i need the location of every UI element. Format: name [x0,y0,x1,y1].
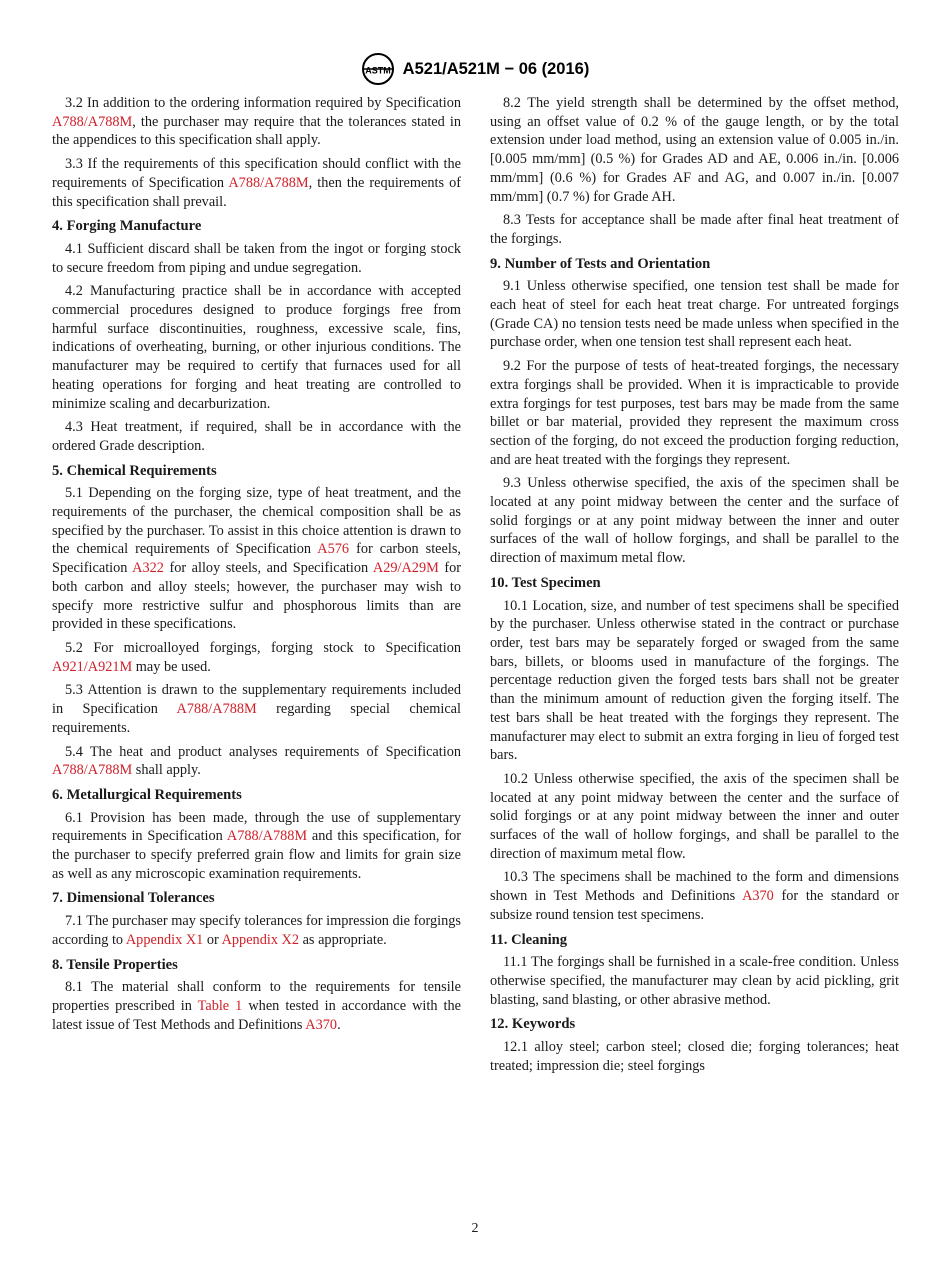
paragraph [52,94,461,150]
paragraph-text: 9.2 For the purpose of tests of heat-treated forgings, the necessary extra forgings shall be provided. When it is impracticable to provide extra forgings for test purposes, test bars may be made from the same billet or bar material, provided they represent the maximum cross section of the forging, do not exceed the production forging reduction, and are heat treated with the forgings they represent. [490,358,899,468]
paragraph-text: and this specification, for the purchaser to specify preferred grain flow and limits for grain size as well as any microscopic examination requirements. [52,828,461,882]
page-header [0,52,950,88]
paragraph-text: 8.2 The yield strength shall be determined by the offset method, using an offset value of 0.2 % of the gauge length, or by the total extension under load method, using an extension value of 0.005 in./in. [0.005 mm/mm] (0.5 %) for Grades AD and AE, 0.006 in./in. [0.006 mm/mm] (0.6 %) for Grades AF and AG, and 0.007 in./in. [0.007 mm/mm] (0.7 %) for Grade AH. [490,95,899,205]
reference-link[interactable]: A322 [132,560,164,577]
section-heading: 7. Dimensional Tolerances [52,890,215,907]
paragraph [490,277,899,352]
paragraph [52,639,461,676]
paragraph [52,681,461,737]
paragraph-text: 5.3 Attention is drawn to the supplementary requirements included in Specification [52,682,461,718]
section-heading: 11. Cleaning [490,931,568,948]
section-heading: 12. Keywords [490,1016,576,1033]
reference-link[interactable]: A370 [742,888,774,905]
paragraph [52,155,461,211]
paragraph [52,484,461,634]
paragraph-text: 3.3 If the requirements of this specification should conflict with the requirements of Specification [52,156,461,191]
paragraph-text: as appropriate. [299,931,387,948]
section-heading: 4. Forging Manufacture [52,218,202,235]
paragraph [490,770,899,864]
paragraph-text: 11.1 The forgings shall be furnished in a scale-free condition. Unless otherwise specified, the manufacturer may clean by acid pickling, grit blasting, sand blasting, or other abrasive method. [490,954,899,1008]
paragraph-text: 4.3 Heat treatment, if required, shall be in accordance with the ordered Grade description. [52,419,461,454]
paragraph-text: for the standard or subsize round tension test specimens. [490,888,900,923]
reference-link[interactable]: Appendix X1 [125,931,204,948]
right-column [490,94,899,1080]
paragraph [52,912,461,949]
paragraph [52,240,461,277]
paragraph-text: for both carbon and alloy steels; however, the purchaser may wish to specify more restrictive sulfur and phosphorous limits than are provided in these specifications. [52,560,461,633]
paragraph-text: for alloy steels, and Specification [163,560,373,577]
paragraph [52,809,461,884]
paragraph-text: 8.3 Tests for acceptance shall be made after final heat treatment of the forgings. [490,212,899,247]
reference-link[interactable]: A576 [317,541,350,558]
paragraph [52,282,461,413]
paragraph-text: , the purchaser may require that the tolerances stated in the appendices to this specification shall apply. [52,113,461,149]
paragraph-text: for carbon steels, Specification [52,541,461,577]
paragraph-text: 8.1 The material shall conform to the requirements for tensile properties prescribed in [52,979,461,1014]
paragraph [490,357,899,469]
page-number: 2 [471,1221,479,1236]
paragraph-text: 4.1 Sufficient discard shall be taken from the ingot or forging stock to secure freedom from piping and undue segregation. [52,240,461,276]
paragraph-text: 7.1 The purchaser may specify tolerances for impression die forgings according to [52,913,461,948]
section-heading: 6. Metallurgical Requirements [52,786,242,803]
reference-link[interactable]: A788/A788M [176,701,257,718]
paragraph-text: 9.1 Unless otherwise specified, one tension test shall be made for each heat of steel for each heat treat charge. For untreated forgings (Grade CA) no tension tests need be made unless when specified in the purchase order, when one tension test shall represent each heat. [490,278,899,351]
paragraph-text: 5.4 The heat and product analyses requirements of Specification [65,743,461,760]
reference-link[interactable]: A788/A788M [226,828,308,845]
header-inner [361,52,590,86]
paragraph-text: 12.1 alloy steel; carbon steel; closed die; forging tolerances; heat treated; impression die; steel forgings [490,1039,899,1074]
paragraph [490,1038,899,1075]
left-column [52,94,461,1039]
astm-logo-text: ASTM [364,65,391,76]
reference-link[interactable]: A29/A29M [372,560,439,577]
paragraph [490,474,899,568]
document-id: A521/A521M − 06 (2016) [402,59,590,78]
reference-link[interactable]: A370 [305,1016,338,1033]
paragraph-text: 4.2 Manufacturing practice shall be in accordance with accepted commercial procedures designed to produce forgings free from harmful surface discontinuities, roughness, excessive scale, fins, indications of overheating, burning, or other injurious conditions. The manufacturer may be required to certify that furnaces used for all heating operations for forging and heat treating are controlled to minimize scaling and decarburization. [52,283,461,412]
section-heading: 9. Number of Tests and Orientation [490,255,711,272]
paragraph-text: 3.2 In addition to the ordering information required by Specification [65,95,461,111]
reference-link[interactable]: Appendix X2 [221,931,300,948]
paragraph [52,978,461,1034]
paragraph [490,597,899,765]
paragraph [52,418,461,455]
paragraph-text: 10.1 Location, size, and number of test specimens shall be specified by the purchaser. Unless otherwise stated in the contract or purchase order, test bars may be separately forged or swaged from the same bars, billets, or blooms used in manufacture of the forgings. The percentage reduction given the forged tests bars shall not be greater than the minimum amount of reduction given the forging itself. The test bars shall be heat treated with the forgings they represent. The manufacturer may elect to submit an extra forging in lieu of forged test bars. [490,597,899,764]
paragraph-text: 9.3 Unless otherwise specified, the axis of the specimen shall be located at any point midway between the center and the surface of solid forgings or at any point midway between the inner and outer surfaces of the wall of hollow forgings, and shall be parallel to the direction of maximum metal flow. [490,475,899,567]
section-heading: 5. Chemical Requirements [52,462,217,479]
paragraph [490,211,899,248]
paragraph-text: 5.2 For microalloyed forgings, forging stock to Specification [65,639,461,656]
reference-link[interactable]: A788/A788M [52,113,133,130]
paragraph-text: , then the requirements of this specification shall prevail. [52,174,462,210]
reference-link[interactable]: A788/A788M [228,174,309,191]
paragraph [490,94,899,206]
paragraph-text: 6.1 Provision has been made, through the use of supplementary requirements in Specification [52,809,461,845]
paragraph [52,743,461,780]
paragraph [490,953,899,1009]
paragraph-text: 10.3 The specimens shall be machined to the form and dimensions shown in Test Methods and Definitions [490,869,899,905]
paragraph-text: may be used. [132,658,211,675]
reference-link[interactable]: Table 1 [197,997,243,1014]
reference-link[interactable]: A788/A788M [52,762,133,779]
section-heading: 10. Test Specimen [490,574,601,591]
paragraph-text: 10.2 Unless otherwise specified, the axis of the specimen shall be located at any point midway between the center and the surface of solid forgings or at any point midway between the inner and outer surfaces of the wall of hollow forgings, and shall be parallel to the direction of maximum metal flow. [490,770,899,862]
paragraph-text: shall apply. [132,762,201,779]
paragraph [490,868,899,924]
paragraph-text: regarding special chemical requirements. [52,701,461,736]
paragraph-text: when tested in accordance with the latest issue of Test Methods and Definitions [52,997,461,1033]
astm-logo-icon [361,52,395,86]
paragraph-text: 5.1 Depending on the forging size, type of heat treatment, and the requirements of the purchaser, the chemical composition shall be as specified by the purchaser. To assist in this choice attention is drawn to the chemical requirements of Specification [52,485,461,558]
reference-link[interactable]: A921/A921M [52,658,133,675]
paragraph-text: . [337,1016,341,1033]
section-heading: 8. Tensile Properties [52,956,178,973]
paragraph-text: or [203,931,222,948]
